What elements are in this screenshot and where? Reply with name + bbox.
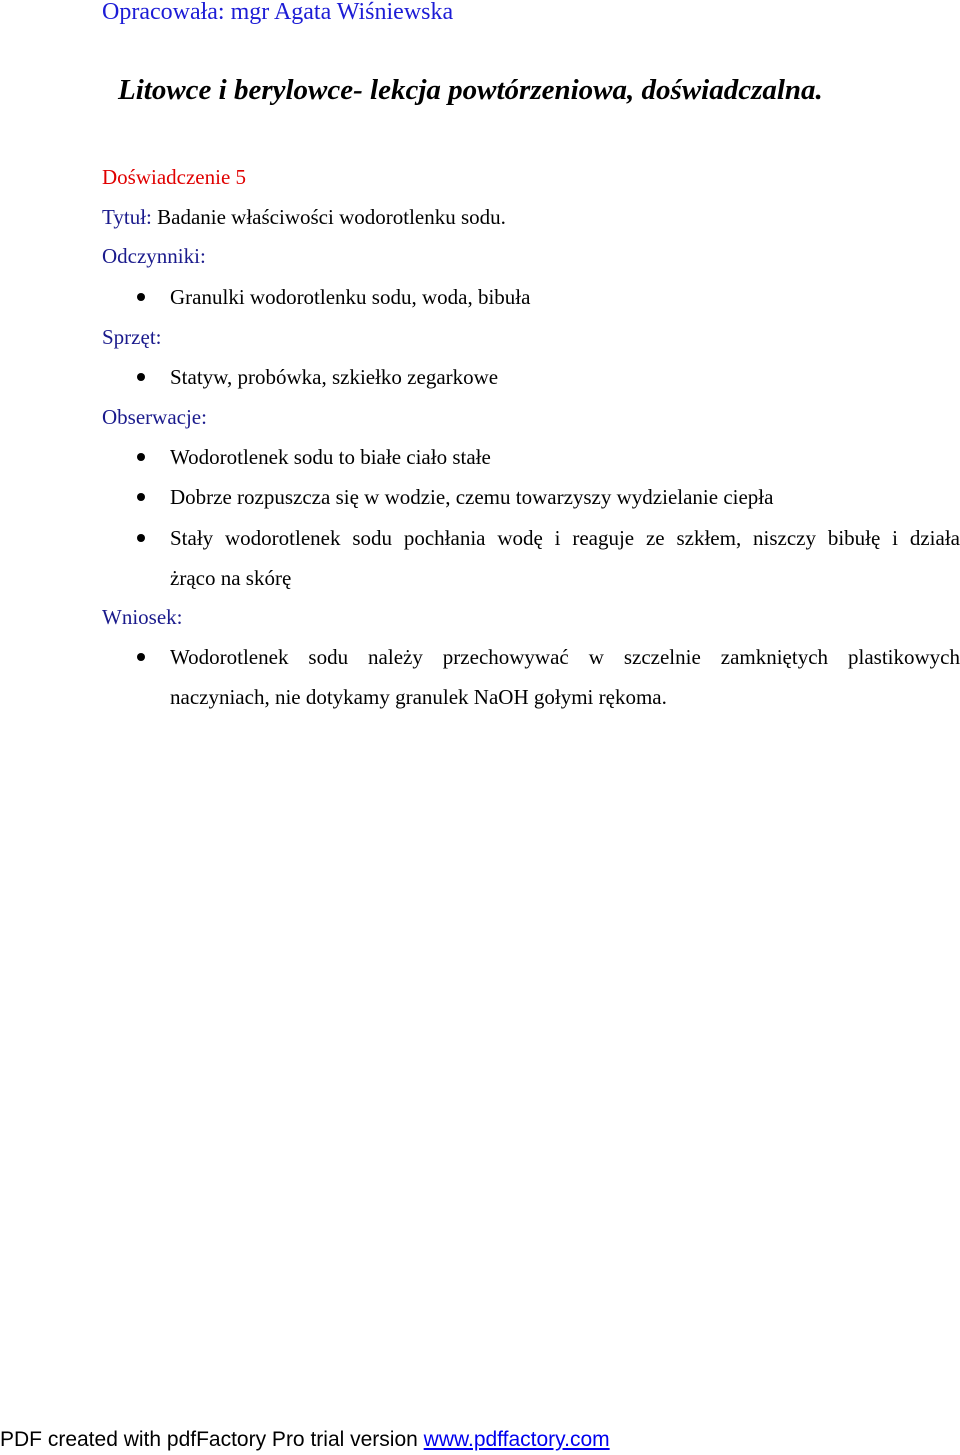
equipment-label: Sprzęt:: [102, 325, 162, 349]
subject-line: [102, 203, 506, 231]
bullet-icon: [137, 534, 145, 542]
conclusion-item: Wodorotlenek sodu należy przechowywać w szczelnie zamkniętych plastikowych: [170, 645, 960, 669]
footer-link[interactable]: www.pdffactory.com: [423, 1428, 610, 1451]
reagents-label: Odczynniki:: [102, 244, 206, 268]
bullet-icon: [137, 453, 145, 461]
footer-text: PDF created with pdfFactory Pro trial version: [0, 1428, 424, 1451]
subject-value: Badanie właściwości wodorotlenku sodu.: [151, 205, 506, 229]
observation-item: Dobrze rozpuszcza się w wodzie, czemu towarzyszy wydzielanie ciepła: [170, 485, 774, 509]
observation-item-continuation: żrąco na skórę: [170, 566, 292, 590]
pdf-footer: [0, 1427, 610, 1453]
reagent-item: Granulki wodorotlenku sodu, woda, bibuła: [170, 285, 531, 309]
bullet-icon: [137, 653, 145, 661]
observation-item: Stały wodorotlenek sodu pochłania wodę i reaguje ze szkłem, niszczy bibułę i działa: [170, 526, 960, 550]
author-line: Opracowała: mgr Agata Wiśniewska: [102, 0, 454, 25]
subject-key: Tytuł:: [102, 205, 152, 229]
document-title: Litowce i berylowce- lekcja powtórzeniowa, doświadczalna.: [118, 74, 823, 106]
bullet-icon: [137, 293, 145, 301]
observation-item: Wodorotlenek sodu to białe ciało stałe: [170, 445, 491, 469]
equipment-item: Statyw, probówka, szkiełko zegarkowe: [170, 365, 499, 389]
conclusion-label: Wniosek:: [102, 605, 183, 629]
bullet-icon: [137, 373, 145, 381]
conclusion-item-continuation: naczyniach, nie dotykamy granulek NaOH gołymi rękoma.: [170, 685, 667, 709]
observations-label: Obserwacje:: [102, 405, 207, 429]
experiment-heading: Doświadczenie 5: [102, 165, 247, 189]
bullet-icon: [137, 493, 145, 501]
